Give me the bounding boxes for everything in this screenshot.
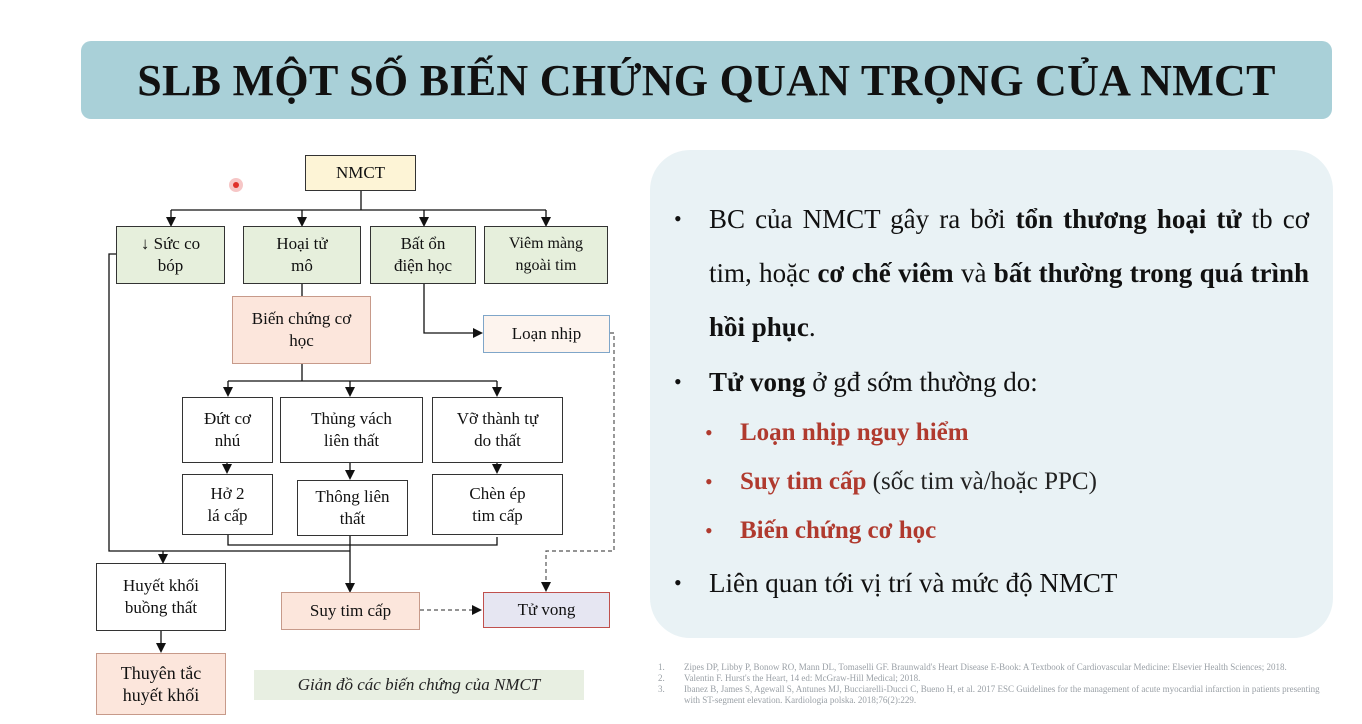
node-tu-vong: Tử vong [483,592,610,628]
sub-bullet-icon: • [705,469,713,494]
bold-inflammation: cơ chế viêm [817,258,954,288]
sub-bullet-icon: • [705,420,713,445]
node-ho-2-la: Hở 2 lá cấp [182,474,273,535]
bullet-icon: • [674,570,682,595]
node-suy-tim-cap: Suy tim cấp [281,592,420,630]
slide-title: SLB MỘT SỐ BIẾN CHỨNG QUAN TRỌNG CỦA NMCT [137,55,1276,105]
bullet-location: • Liên quan tới vị trí và mức độ NMCT [709,556,1309,610]
node-dut-co-nhu: Đứt cơ nhú [182,397,273,463]
node-chen-ep-tim: Chèn ép tim cấp [432,474,563,535]
references [658,662,1322,706]
sub-bullet-arrhythmia: • Loạn nhịp nguy hiểm [740,409,1300,457]
bold-necrosis: tổn thương hoại tử [1015,204,1242,234]
node-suc-co-bop: ↓ Sức co bóp [116,226,225,284]
node-nmct: NMCT [305,155,416,191]
node-thung-vach: Thủng vách liên thất [280,397,423,463]
node-hoai-tu-mo: Hoại tử mô [243,226,361,284]
node-bat-on-dien-hoc: Bất ổn điện học [370,226,476,284]
node-huyet-khoi: Huyết khối buồng thất [96,563,226,631]
reference-item: 3. Ibanez B, James S, Agewall S, Antunes MJ, Bucciarelli-Ducci C, Bueno H, et al. 2017 ESC Guidelines for the management of acute myocardial infarction in patients presenting with ST-segment elevation. Kardiologia polska. 2018;76(2):229. [658,684,1320,705]
diagram-caption: Giản đồ các biến chứng của NMCT [254,670,584,700]
sub-bullet-icon: • [705,518,713,543]
reference-item: 2. Valentin F. Hurst's the Heart, 14 ed: McGraw-Hill Medical; 2018. [658,673,921,683]
bullet-cause: • BC của NMCT gây ra bởi tổn thương hoại tử tb cơ tim, hoặc cơ chế viêm và bất thường trong quá trình hồi phục. [709,192,1309,354]
node-viem-mang-ngoai-tim: Viêm màng ngoài tim [484,226,608,284]
bullet-icon: • [674,369,682,394]
bold-recovery: bất thường trong quá trình hồi phục [709,258,1309,342]
node-vo-thanh: Vỡ thành tự do thất [432,397,563,463]
node-thuyen-tac: Thuyên tắc huyết khối [96,653,226,715]
pointer-indicator-icon [229,178,243,192]
bullet-icon: • [674,206,682,231]
node-thong-lien-that: Thông liên thất [297,480,408,536]
bullet-death: • Tử vong ở gđ sớm thường do: [709,355,1309,409]
node-bien-chung-co-hoc: Biến chứng cơ học [232,296,371,364]
sub-bullet-heart-failure: • Suy tim cấp (sốc tim và/hoặc PPC) [740,458,1300,506]
reference-item: 1. Zipes DP, Libby P, Bonow RO, Mann DL, Tomaselli GF. Braunwald's Heart Disease E-Book: A Textbook of Cardiovascular Medicine: Elsevier Health Sciences; 2018. [658,662,1287,672]
node-loan-nhip: Loạn nhịp [483,315,610,353]
sub-bullet-mechanical: • Biến chứng cơ học [740,507,1300,555]
